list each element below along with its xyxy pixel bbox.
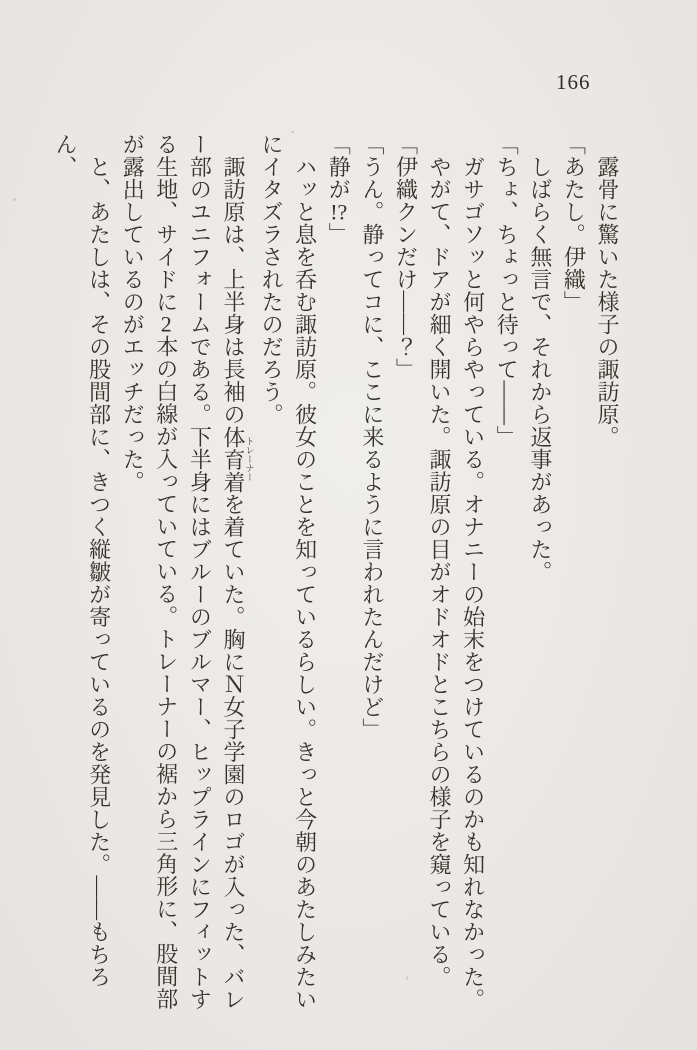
page-number: 166	[556, 70, 591, 94]
paragraph-narration: ハッと息を呑む諏訪原。彼女のことを知っているらしい。きっと今朝のあたしみたいにイタズラされたのだろう。	[259, 133, 318, 1011]
paragraph-narration: しばらく無言で、それから返事があった。	[527, 133, 553, 583]
vertical-text-block	[53, 133, 624, 1019]
ruby-annotation	[220, 425, 255, 494]
paragraph-text: を着ていた。胸にＮ女子学園のロゴが入った、バレー部のユニフォームである。下半身にはブルーのブルマー、ヒップラインにフィットする生地、サイドに2本の白線が入っていている。トレーナーの裾から三角形に、股間部が露出しているのがエッチだった。	[120, 133, 246, 1011]
paragraph-dialogue: 「あたし。伊織」	[561, 133, 587, 313]
paragraph-narration: と、あたしは、その股間部に、きつく縦皺が寄っているのを発見した。――もちろん、	[53, 133, 112, 988]
paragraph-text: 諏訪原は、上半身は長袖の	[220, 133, 246, 426]
paragraph-dialogue: 「伊織クンだけ――？」	[393, 133, 419, 381]
ruby-furigana: トレーナー	[244, 425, 255, 493]
paragraph-narration: やがて、ドアが細く開いた。諏訪原の目がオドオドとこちらの様子を窺っている。	[427, 133, 453, 988]
paragraph-narration: 露骨に驚いた様子の諏訪原。	[595, 133, 620, 448]
scan-speckle	[291, 131, 294, 133]
paragraph-dialogue: 「静が!?」	[326, 133, 352, 245]
paragraph-dialogue: 「ちょ、ちょっと待って――」	[494, 133, 520, 448]
paragraph-narration-with-ruby	[116, 133, 255, 1019]
ruby-base: 体育着	[220, 425, 246, 493]
scan-speckle	[406, 976, 408, 980]
scan-speckle	[13, 198, 16, 201]
paragraph-narration: ガサゴソッと何やらやっている。オナニーの始末をつけているのかも知れなかった。	[460, 133, 486, 1011]
paragraph-dialogue: 「うん。静ってコに、ここに来るように言われたんだけど」	[359, 133, 385, 741]
